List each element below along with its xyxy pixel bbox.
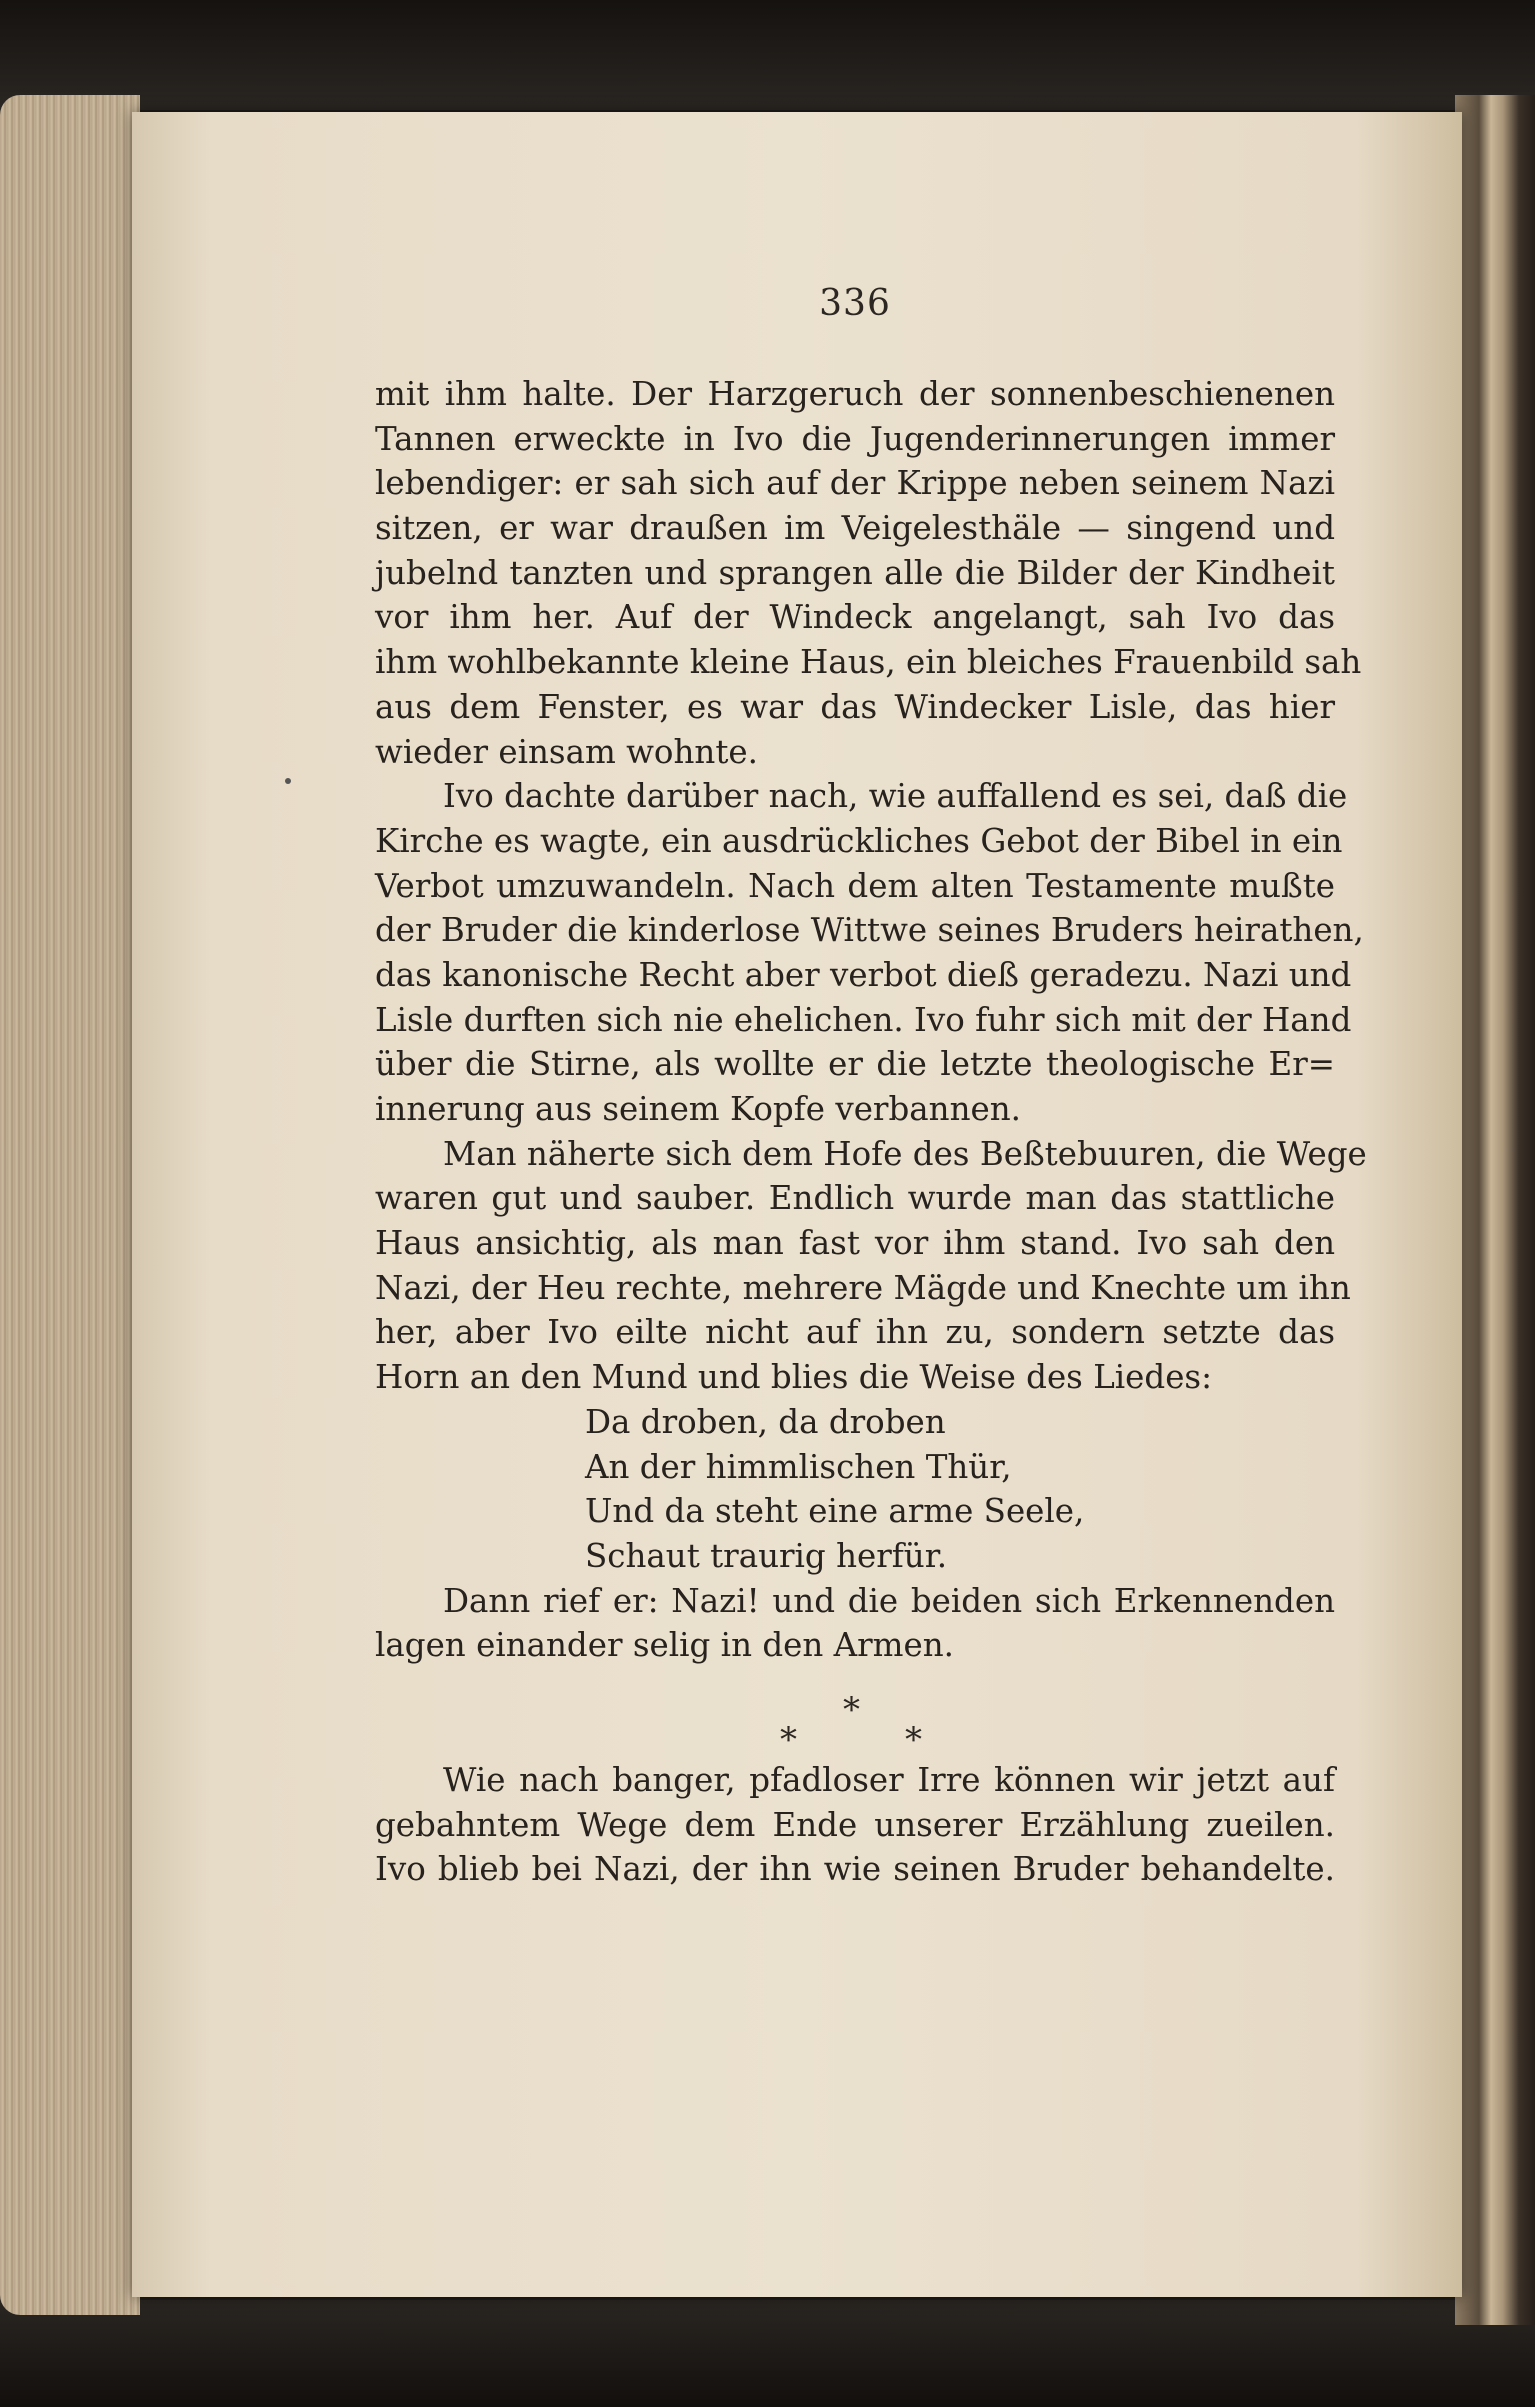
text-line: Man näherte sich dem Hofe des Beßtebuuren, die Wege	[443, 1134, 1367, 1173]
text-line: sitzen, er war draußen im Veigelesthäle — singend und	[375, 509, 1335, 548]
verse-line: Schaut traurig herfür.	[585, 1536, 948, 1575]
text-line: Tannen erweckte in Ivo die Jugenderinnerungen immer	[375, 419, 1335, 458]
page-text	[375, 372, 1367, 1892]
text-line: gebahntem Wege dem Ende unserer Erzählung zueilen.	[375, 1805, 1335, 1844]
text-line: Ivo blieb bei Nazi, der ihn wie seinen Bruder behandelte.	[375, 1850, 1335, 1889]
section-separator	[375, 1672, 1335, 1758]
text-line: mit ihm halte. Der Harzgeruch der sonnenbeschienenen	[375, 375, 1335, 413]
text-line: Verbot umzuwandeln. Nach dem alten Testamente mußte	[375, 866, 1335, 905]
text-line: Nazi, der Heu rechte, mehrere Mägde und Knechte um ihn	[375, 1268, 1351, 1307]
separator-star: *	[780, 1719, 797, 1760]
text-line: lagen einander selig in den Armen.	[375, 1626, 954, 1665]
text-line: über die Stirne, als wollte er die letzte theologische Er=	[375, 1045, 1335, 1084]
text-line: Kirche es wagte, ein ausdrückliches Gebot der Bibel in ein	[375, 821, 1343, 860]
background-bottom	[0, 2300, 1535, 2407]
text-line: Lisle durften sich nie ehelichen. Ivo fuhr sich mit der Hand	[375, 1000, 1352, 1039]
text-line: Haus ansichtig, als man fast vor ihm stand. Ivo sah den	[375, 1224, 1335, 1263]
verse-line: Da droben, da droben	[585, 1402, 946, 1441]
text-line: Dann rief er: Nazi! und die beiden sich Erkennenden	[443, 1581, 1335, 1620]
separator-star: *	[905, 1719, 922, 1760]
text-line: her, aber Ivo eilte nicht auf ihn zu, sondern setzte das	[375, 1313, 1335, 1352]
verse-line: Und da steht eine arme Seele,	[585, 1492, 1085, 1531]
text-line: Wie nach banger, pfadloser Irre können wir jetzt auf	[443, 1760, 1335, 1799]
text-line: waren gut und sauber. Endlich wurde man das stattliche	[375, 1179, 1335, 1218]
text-line: vor ihm her. Auf der Windeck angelangt, sah Ivo das	[375, 598, 1335, 637]
text-line: Horn an den Mund und blies die Weise des Liedes:	[375, 1358, 1213, 1397]
page-number: 336	[819, 283, 891, 324]
text-line: ihm wohlbekannte kleine Haus, ein bleiches Frauenbild sah	[375, 643, 1362, 682]
text-line: aus dem Fenster, es war das Windecker Lisle, das hier	[375, 687, 1335, 726]
text-line: jubelnd tanzten und sprangen alle die Bilder der Kindheit	[375, 553, 1335, 592]
book-spine	[1455, 95, 1535, 2325]
verse-line: An der himmlischen Thür,	[585, 1447, 1012, 1486]
separator-star: *	[843, 1689, 860, 1730]
text-line: lebendiger: er sah sich auf der Krippe neben seinem Nazi	[375, 464, 1335, 503]
background-top	[0, 0, 1535, 110]
text-line: Ivo dachte darüber nach, wie auffallend es sei, daß die	[443, 777, 1348, 816]
text-line: innerung aus seinem Kopfe verbannen.	[375, 1090, 1022, 1128]
text-line: wieder einsam wohnte.	[375, 732, 758, 771]
text-line: der Bruder die kinderlose Wittwe seines Bruders heirathen,	[375, 911, 1364, 950]
book-page-edges	[0, 95, 140, 2315]
text-line: das kanonische Recht aber verbot dieß geradezu. Nazi und	[375, 955, 1352, 994]
ink-spot	[285, 778, 291, 784]
